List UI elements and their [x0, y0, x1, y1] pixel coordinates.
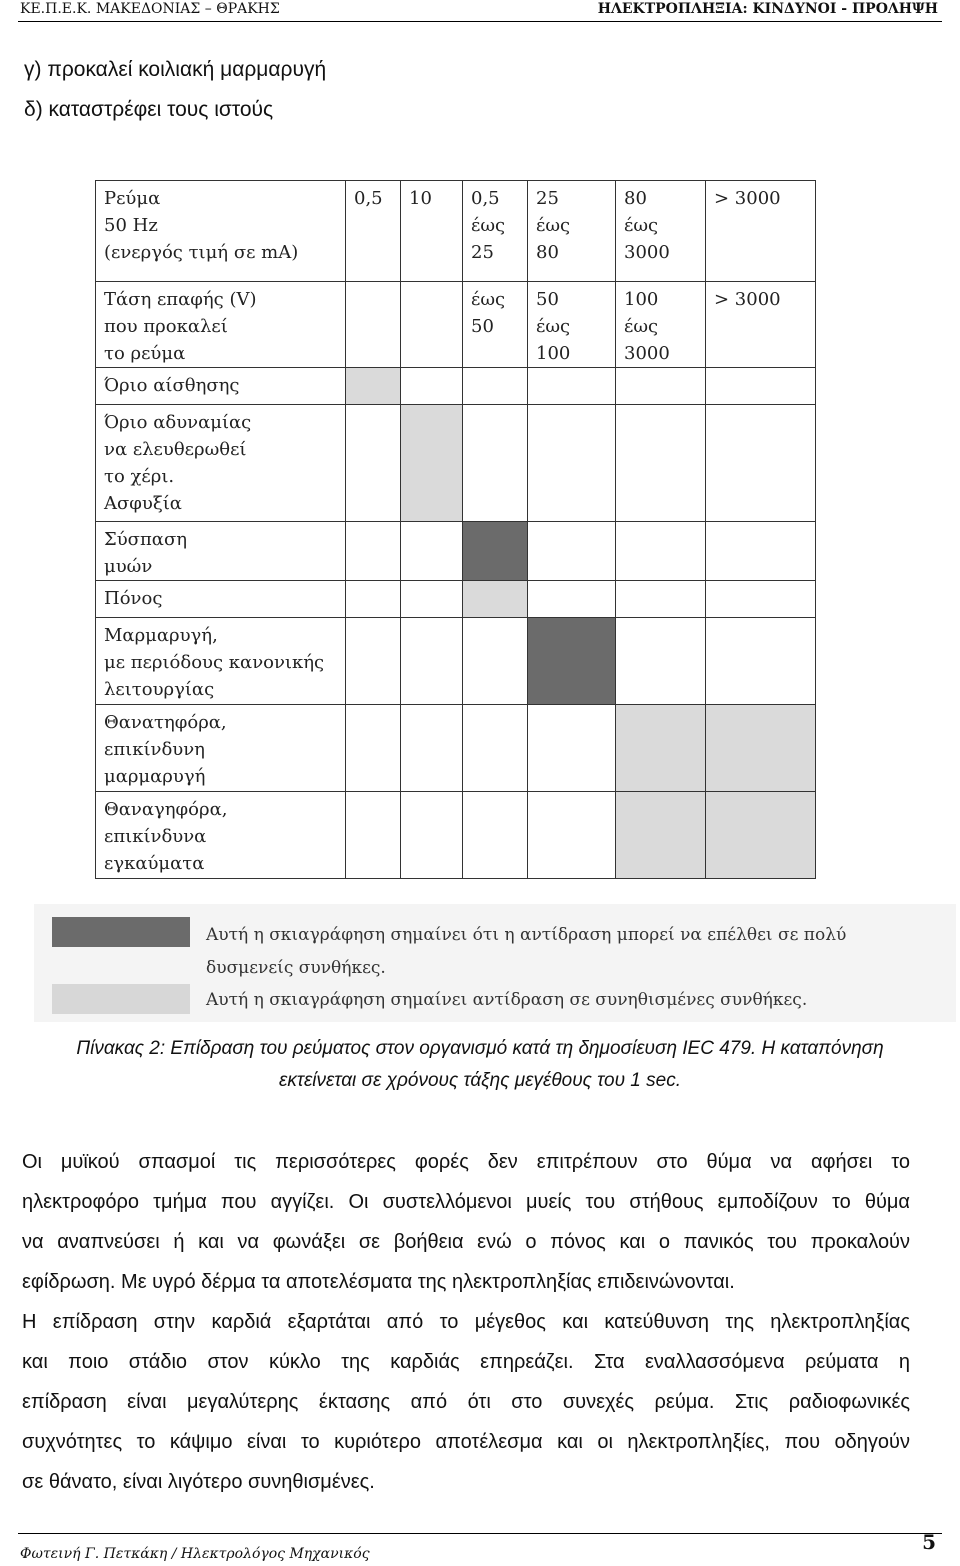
table-cell	[401, 581, 463, 618]
table-cell	[528, 522, 616, 581]
table-cell	[706, 705, 816, 792]
paragraph-2-line: συχνότητες το κάψιμο είναι το κυριότερο αποτέλεσμα και οι ηλεκτροπληξίες, που οδηγούν	[22, 1431, 910, 1453]
page-number: 5	[922, 1530, 936, 1554]
header-left-title: ΚΕ.Π.Ε.Κ. ΜΑΚΕΔΟΝΙΑΣ – ΘΡΑΚΗΣ	[20, 1, 280, 17]
table-cell	[706, 522, 816, 581]
table-cell	[346, 792, 401, 879]
table-cell	[401, 368, 463, 405]
table-cell	[401, 792, 463, 879]
footer-rule	[18, 1533, 942, 1534]
legend-light-swatch	[52, 984, 190, 1014]
table-row	[96, 618, 816, 705]
table-cell	[616, 405, 706, 522]
table-cell	[706, 792, 816, 879]
row-header-cell: Θαναγηφόρα, επικίνδυνα εγκαύματα	[96, 792, 346, 879]
table-cell: > 3000	[706, 282, 816, 368]
list-item-c: γ) προκαλεί κοιλιακή μαρμαρυγή	[24, 58, 327, 81]
table-cell	[346, 368, 401, 405]
list-item-d: δ) καταστρέφει τους ιστούς	[24, 98, 274, 121]
paragraph-1-line: να αναπνεύσει ή και να φωνάξει σε βοήθεια ενώ ο πόνος και ο πανικός του προκαλούν	[22, 1231, 910, 1253]
row-header-cell: Μαρμαρυγή, με περιόδους κανονικής λειτουργίας	[96, 618, 346, 705]
legend-dark-text-line2: δυσμενείς συνθήκες.	[206, 958, 386, 978]
table-cell	[616, 618, 706, 705]
row-header-cell: Σύσπαση μυών	[96, 522, 346, 581]
table-caption-line1: Πίνακας 2: Επίδραση του ρεύματος στον οργανισμό κατά τη δημοσίευση IEC 479. Η καταπόνηση	[76, 1038, 884, 1059]
paragraph-1-line: Οι μυϊκού σπασμοί τις περισσότερες φορές δεν επιτρέπουν στο θύμα να αφήσει το	[22, 1151, 910, 1173]
paragraph-2-line: και ποιο στάδιο στον κύκλο της καρδιάς επηρεάζει. Στα εναλλασσόμενα ρεύματα η	[22, 1351, 910, 1373]
table-cell	[346, 405, 401, 522]
legend-dark-text-line1: Αυτή η σκιαγράφηση σημαίνει ότι η αντίδραση μπορεί να επέλθει σε πολύ	[206, 925, 847, 945]
legend-dark-swatch	[52, 917, 190, 947]
table-row	[96, 705, 816, 792]
table-cell: 0,5	[346, 181, 401, 282]
row-header-cell: Τάση επαφής (V) που προκαλεί το ρεύμα	[96, 282, 346, 368]
table-row	[96, 282, 816, 368]
table-row	[96, 405, 816, 522]
table-cell	[616, 368, 706, 405]
row-header-cell: Θανατηφόρα, επικίνδυνη μαρμαρυγή	[96, 705, 346, 792]
paragraph-2-line: σε θάνατο, είναι λιγότερο συνηθισμένες.	[22, 1471, 375, 1493]
table-cell	[346, 522, 401, 581]
table-cell	[528, 581, 616, 618]
footer-author: Φωτεινή Γ. Πετκάκη / Ηλεκτρολόγος Μηχανικός	[20, 1546, 370, 1562]
table-row	[96, 522, 816, 581]
table-cell	[463, 405, 528, 522]
table-cell	[706, 368, 816, 405]
table-cell: 0,5 έως 25	[463, 181, 528, 282]
table-cell	[401, 405, 463, 522]
table-row	[96, 181, 816, 282]
table-cell	[346, 282, 401, 368]
table-cell	[463, 522, 528, 581]
table-cell: 100 έως 3000	[616, 282, 706, 368]
table-cell	[528, 618, 616, 705]
header-right-title: ΗΛΕΚΤΡΟΠΛΗΞΙΑ: ΚΙΝΔΥΝΟΙ - ΠΡΟΛΗΨΗ	[597, 1, 938, 17]
table-cell	[528, 368, 616, 405]
table-cell	[346, 618, 401, 705]
table-cell	[463, 368, 528, 405]
table-cell	[616, 705, 706, 792]
table-cell: > 3000	[706, 181, 816, 282]
table-cell	[401, 618, 463, 705]
table-cell	[706, 405, 816, 522]
table-cell	[463, 581, 528, 618]
paragraph-1-line: εφίδρωση. Με υγρό δέρμα τα αποτελέσματα της ηλεκτροπληξίας επιδεινώνονται.	[22, 1271, 735, 1293]
table-cell	[616, 522, 706, 581]
paragraph-2-line: Η επίδραση στην καρδιά εξαρτάται από το μέγεθος και κατεύθυνση της ηλεκτροπληξίας	[22, 1311, 910, 1333]
table-cell	[463, 705, 528, 792]
table-cell: 50 έως 100	[528, 282, 616, 368]
paragraph-2-line: επίδραση είναι μεγαλύτερης έκτασης από ότι στο συνεχές ρεύμα. Στις ραδιοφωνικές	[22, 1391, 910, 1413]
paragraph-2	[22, 1302, 910, 1502]
table-cell	[528, 792, 616, 879]
table-cell	[616, 581, 706, 618]
row-header-cell: Όριο αδυναμίας να ελευθερωθεί το χέρι. Ασφυξία	[96, 405, 346, 522]
table-cell: έως 50	[463, 282, 528, 368]
table-cell	[706, 618, 816, 705]
legend-light-text: Αυτή η σκιαγράφηση σημαίνει αντίδραση σε συνηθισμένες συνθήκες.	[206, 990, 808, 1010]
table-cell	[401, 282, 463, 368]
table-cell	[528, 405, 616, 522]
table-cell: 25 έως 80	[528, 181, 616, 282]
table-cell	[616, 792, 706, 879]
current-effects-table-figure	[95, 180, 815, 874]
table-cell	[463, 618, 528, 705]
table-row	[96, 368, 816, 405]
table-cell	[346, 581, 401, 618]
table-row	[96, 792, 816, 879]
table-cell: 80 έως 3000	[616, 181, 706, 282]
table-cell	[528, 705, 616, 792]
paragraph-1-line: ηλεκτροφόρο τμήμα που αγγίζει. Οι συστελλόμενοι μυείς του στήθους εμποδίζουν το θύμα	[22, 1191, 910, 1213]
table-cell	[463, 792, 528, 879]
table-cell: 10	[401, 181, 463, 282]
table-cell	[401, 705, 463, 792]
table-row	[96, 581, 816, 618]
row-header-cell: Όριο αίσθησης	[96, 368, 346, 405]
row-header-cell: Πόνος	[96, 581, 346, 618]
table-cell	[346, 705, 401, 792]
paragraph-1	[22, 1142, 910, 1302]
table-caption-line2: εκτείνεται σε χρόνους τάξης μεγέθους του 1 sec.	[279, 1070, 681, 1091]
table-cell	[706, 581, 816, 618]
current-effects-table	[95, 180, 816, 879]
header-rule	[18, 21, 942, 22]
table-cell	[401, 522, 463, 581]
row-header-cell: Ρεύμα 50 Hz (ενεργός τιμή σε mA)	[96, 181, 346, 282]
